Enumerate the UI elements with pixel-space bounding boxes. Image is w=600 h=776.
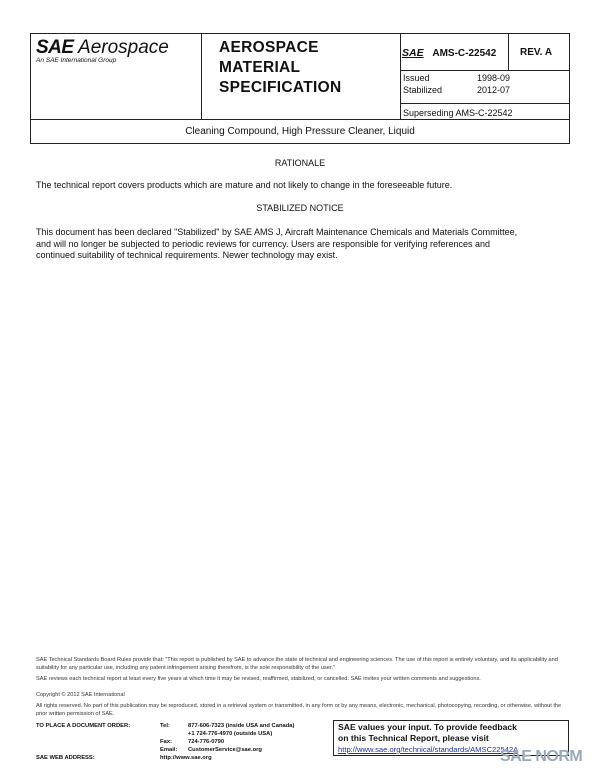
issued-label: Issued	[403, 73, 430, 83]
policy-text-2: SAE reviews each technical report at least every five years at which time it may be revised, reaffirmed, stabilized, or cancelled. SAE invites your written comments and suggestions.	[36, 676, 481, 682]
stabilized-value: 2012-07	[477, 85, 511, 95]
issued-value: 1998-09	[477, 73, 511, 83]
feedback-link[interactable]: http://www.sae.org/technical/standards/AMSC22542A	[338, 745, 519, 754]
document-title: Cleaning Compound, High Pressure Cleaner, Liquid	[30, 120, 570, 144]
order-info	[36, 723, 326, 763]
rationale-heading: RATIONALE	[274, 158, 326, 168]
copyright: Copyright © 2012 SAE International	[36, 692, 125, 698]
revision: REV. A	[520, 47, 553, 58]
watermark-logo: SAE NORM	[500, 748, 583, 765]
feedback-line-2: on this Technical Report, please visit	[338, 733, 489, 743]
tel2-value: +1 724-776-4970 (outside USA)	[188, 731, 273, 737]
feedback-line-1: SAE values your input. To provide feedback	[338, 722, 517, 732]
spec-title-line-3: SPECIFICATION	[219, 79, 342, 96]
doc-number: AMS-C-22542	[432, 48, 497, 59]
stabilized-line-1: This document has been declared "Stabilized" by SAE AMS J, Aircraft Maintenance Chemicals and Materials Committee,	[36, 227, 518, 237]
fax-label: Fax:	[160, 739, 172, 745]
email-value[interactable]: CustomerService@sae.org	[188, 747, 262, 753]
web-label: SAE WEB ADDRESS:	[36, 755, 95, 761]
spec-title-line-2: MATERIAL	[219, 59, 301, 76]
tel-value: 877-606-7323 (inside USA and Canada)	[188, 723, 295, 729]
logo-subtitle: An SAE International Group	[36, 57, 117, 64]
stabilized-heading: STABILIZED NOTICE	[256, 203, 344, 213]
stabilized-line-2: and will no longer be subjected to periodic reviews for currency. Users are responsible for verifying references and	[36, 238, 491, 249]
logo-product: Aerospace	[78, 37, 169, 58]
stabilized-text	[36, 227, 566, 262]
header-rule-2	[400, 103, 570, 104]
stabilized-line-3: continued suitability of technical requirements. Newer technology may exist.	[36, 250, 338, 260]
header-divider-2	[400, 34, 401, 120]
header-divider-3	[508, 34, 509, 70]
web-value[interactable]: http://www.sae.org	[160, 755, 212, 761]
email-label: Email:	[160, 747, 178, 753]
policy-text-1: SAE Technical Standards Board Rules provide that: "This report is published by SAE to advance the state of technical and engineering sciences. The use of this report is entirely voluntary, and its applicability and suitability for any particular use, including any patent infringement arising therefrom, is the sole responsibility of the user."	[36, 657, 558, 671]
tel-label: Tel:	[160, 723, 170, 729]
logo-brand: SAE	[36, 37, 74, 58]
order-label: TO PLACE A DOCUMENT ORDER:	[36, 723, 131, 729]
header-divider-1	[201, 34, 202, 120]
rights-text: All rights reserved. No part of this publication may be reproduced, stored in a retrieval system or transmitted, in any form or by any means, electronic, mechanical, photocopying, recording, or otherwise, without the prior written permission of SAE.	[36, 703, 562, 717]
spec-title	[219, 38, 389, 98]
header-rule-1	[400, 70, 570, 71]
rationale-text: The technical report covers products which are mature and not likely to change in the foreseeable future.	[36, 180, 453, 190]
superseding: Superseding AMS-C-22542	[403, 108, 513, 118]
spec-title-line-1: AEROSPACE	[219, 39, 319, 56]
stabilized-label: Stabilized	[403, 85, 443, 95]
sae-aerospace-logo	[36, 37, 196, 64]
doc-number-block	[402, 47, 496, 59]
doc-sae-logo: SAE	[402, 47, 424, 59]
fax-value: 724-776-0790	[188, 739, 225, 745]
